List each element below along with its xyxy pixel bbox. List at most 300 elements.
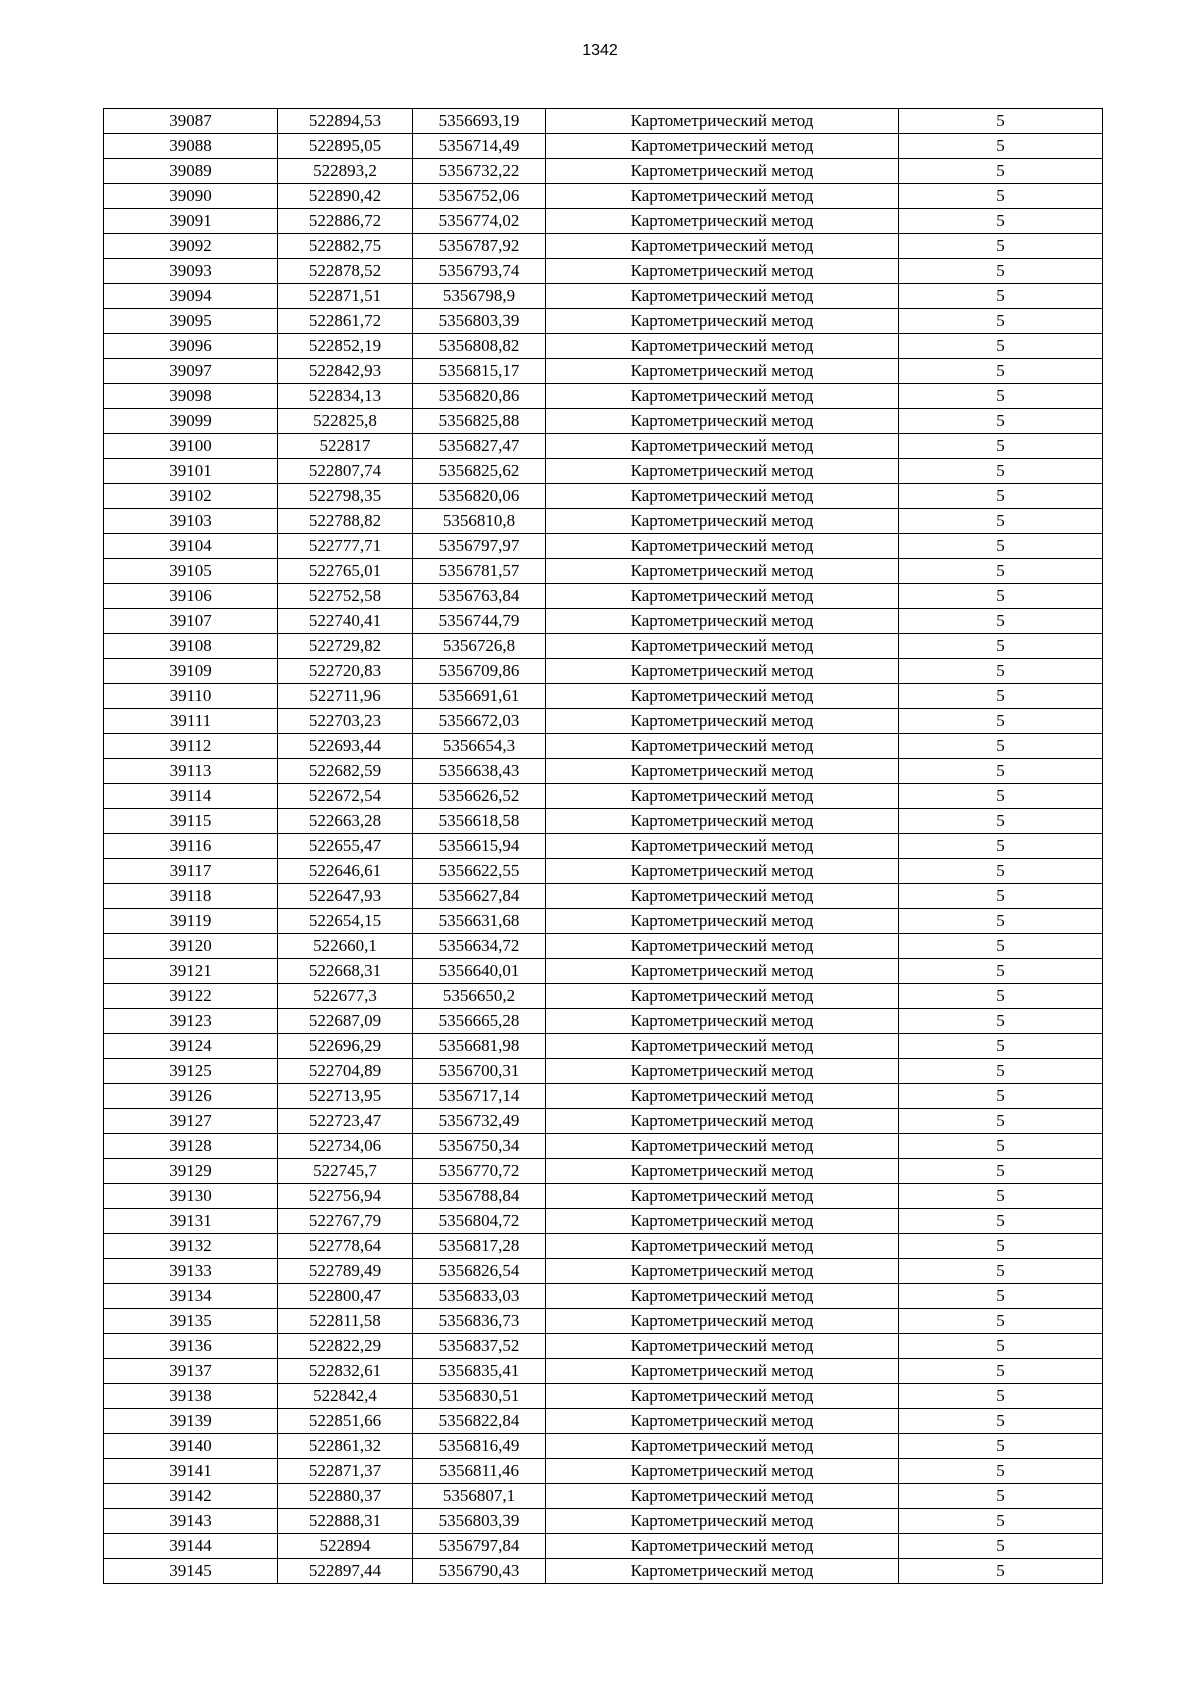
- accuracy-cell: 5: [899, 534, 1103, 559]
- table-row: [104, 284, 1103, 309]
- x-coordinate-cell: 522711,96: [278, 684, 413, 709]
- method-cell: Картометрический метод: [546, 1034, 899, 1059]
- table-row: [104, 1184, 1103, 1209]
- y-coordinate-cell: 5356825,62: [413, 459, 546, 484]
- y-coordinate-cell: 5356797,84: [413, 1534, 546, 1559]
- x-coordinate-cell: 522720,83: [278, 659, 413, 684]
- accuracy-cell: 5: [899, 1434, 1103, 1459]
- accuracy-cell: 5: [899, 459, 1103, 484]
- x-coordinate-cell: 522842,93: [278, 359, 413, 384]
- point-number-cell: 39097: [104, 359, 278, 384]
- y-coordinate-cell: 5356774,02: [413, 209, 546, 234]
- table-row: [104, 609, 1103, 634]
- y-coordinate-cell: 5356830,51: [413, 1384, 546, 1409]
- method-cell: Картометрический метод: [546, 659, 899, 684]
- point-number-cell: 39116: [104, 834, 278, 859]
- point-number-cell: 39093: [104, 259, 278, 284]
- point-number-cell: 39114: [104, 784, 278, 809]
- x-coordinate-cell: 522693,44: [278, 734, 413, 759]
- y-coordinate-cell: 5356817,28: [413, 1234, 546, 1259]
- y-coordinate-cell: 5356837,52: [413, 1334, 546, 1359]
- point-number-cell: 39143: [104, 1509, 278, 1534]
- accuracy-cell: 5: [899, 1059, 1103, 1084]
- y-coordinate-cell: 5356714,49: [413, 134, 546, 159]
- x-coordinate-cell: 522677,3: [278, 984, 413, 1009]
- method-cell: Картометрический метод: [546, 959, 899, 984]
- method-cell: Картометрический метод: [546, 709, 899, 734]
- method-cell: Картометрический метод: [546, 509, 899, 534]
- point-number-cell: 39098: [104, 384, 278, 409]
- table-row: [104, 1459, 1103, 1484]
- point-number-cell: 39110: [104, 684, 278, 709]
- accuracy-cell: 5: [899, 609, 1103, 634]
- point-number-cell: 39109: [104, 659, 278, 684]
- y-coordinate-cell: 5356615,94: [413, 834, 546, 859]
- method-cell: Картометрический метод: [546, 309, 899, 334]
- y-coordinate-cell: 5356803,39: [413, 1509, 546, 1534]
- y-coordinate-cell: 5356752,06: [413, 184, 546, 209]
- table-row: [104, 909, 1103, 934]
- point-number-cell: 39122: [104, 984, 278, 1009]
- table-row: [104, 959, 1103, 984]
- accuracy-cell: 5: [899, 184, 1103, 209]
- table-row: [104, 809, 1103, 834]
- accuracy-cell: 5: [899, 1359, 1103, 1384]
- table-row: [104, 409, 1103, 434]
- method-cell: Картометрический метод: [546, 1534, 899, 1559]
- point-number-cell: 39106: [104, 584, 278, 609]
- x-coordinate-cell: 522894,53: [278, 109, 413, 134]
- point-number-cell: 39141: [104, 1459, 278, 1484]
- accuracy-cell: 5: [899, 859, 1103, 884]
- accuracy-cell: 5: [899, 1534, 1103, 1559]
- x-coordinate-cell: 522832,61: [278, 1359, 413, 1384]
- method-cell: Картометрический метод: [546, 484, 899, 509]
- table-row: [104, 1484, 1103, 1509]
- point-number-cell: 39112: [104, 734, 278, 759]
- accuracy-cell: 5: [899, 559, 1103, 584]
- y-coordinate-cell: 5356808,82: [413, 334, 546, 359]
- accuracy-cell: 5: [899, 359, 1103, 384]
- point-number-cell: 39099: [104, 409, 278, 434]
- x-coordinate-cell: 522842,4: [278, 1384, 413, 1409]
- point-number-cell: 39087: [104, 109, 278, 134]
- point-number-cell: 39132: [104, 1234, 278, 1259]
- accuracy-cell: 5: [899, 234, 1103, 259]
- accuracy-cell: 5: [899, 1184, 1103, 1209]
- x-coordinate-cell: 522729,82: [278, 634, 413, 659]
- point-number-cell: 39092: [104, 234, 278, 259]
- y-coordinate-cell: 5356826,54: [413, 1259, 546, 1284]
- y-coordinate-cell: 5356815,17: [413, 359, 546, 384]
- method-cell: Картометрический метод: [546, 634, 899, 659]
- table-row: [104, 584, 1103, 609]
- x-coordinate-cell: 522861,32: [278, 1434, 413, 1459]
- point-number-cell: 39101: [104, 459, 278, 484]
- coordinates-table: [103, 108, 1103, 1584]
- method-cell: Картометрический метод: [546, 1509, 899, 1534]
- method-cell: Картометрический метод: [546, 784, 899, 809]
- x-coordinate-cell: 522861,72: [278, 309, 413, 334]
- x-coordinate-cell: 522897,44: [278, 1559, 413, 1584]
- x-coordinate-cell: 522752,58: [278, 584, 413, 609]
- table-row: [104, 334, 1103, 359]
- y-coordinate-cell: 5356807,1: [413, 1484, 546, 1509]
- method-cell: Картометрический метод: [546, 259, 899, 284]
- x-coordinate-cell: 522825,8: [278, 409, 413, 434]
- x-coordinate-cell: 522890,42: [278, 184, 413, 209]
- y-coordinate-cell: 5356672,03: [413, 709, 546, 734]
- method-cell: Картометрический метод: [546, 1334, 899, 1359]
- table-row: [104, 1409, 1103, 1434]
- y-coordinate-cell: 5356770,72: [413, 1159, 546, 1184]
- point-number-cell: 39142: [104, 1484, 278, 1509]
- accuracy-cell: 5: [899, 984, 1103, 1009]
- method-cell: Картометрический метод: [546, 1159, 899, 1184]
- method-cell: Картометрический метод: [546, 1459, 899, 1484]
- method-cell: Картометрический метод: [546, 234, 899, 259]
- method-cell: Картометрический метод: [546, 134, 899, 159]
- accuracy-cell: 5: [899, 1384, 1103, 1409]
- table-row: [104, 1534, 1103, 1559]
- table-row: [104, 1334, 1103, 1359]
- x-coordinate-cell: 522765,01: [278, 559, 413, 584]
- method-cell: Картометрический метод: [546, 1559, 899, 1584]
- method-cell: Картометрический метод: [546, 684, 899, 709]
- method-cell: Картометрический метод: [546, 1059, 899, 1084]
- table-row: [104, 884, 1103, 909]
- x-coordinate-cell: 522807,74: [278, 459, 413, 484]
- table-row: [104, 734, 1103, 759]
- method-cell: Картометрический метод: [546, 384, 899, 409]
- accuracy-cell: 5: [899, 1459, 1103, 1484]
- accuracy-cell: 5: [899, 734, 1103, 759]
- method-cell: Картометрический метод: [546, 1184, 899, 1209]
- x-coordinate-cell: 522655,47: [278, 834, 413, 859]
- accuracy-cell: 5: [899, 909, 1103, 934]
- point-number-cell: 39103: [104, 509, 278, 534]
- method-cell: Картометрический метод: [546, 434, 899, 459]
- page-number: 1342: [582, 42, 618, 59]
- y-coordinate-cell: 5356763,84: [413, 584, 546, 609]
- point-number-cell: 39121: [104, 959, 278, 984]
- table-row: [104, 309, 1103, 334]
- y-coordinate-cell: 5356626,52: [413, 784, 546, 809]
- y-coordinate-cell: 5356798,9: [413, 284, 546, 309]
- table-row: [104, 634, 1103, 659]
- accuracy-cell: 5: [899, 1109, 1103, 1134]
- accuracy-cell: 5: [899, 1284, 1103, 1309]
- point-number-cell: 39102: [104, 484, 278, 509]
- point-number-cell: 39095: [104, 309, 278, 334]
- table-row: [104, 834, 1103, 859]
- x-coordinate-cell: 522696,29: [278, 1034, 413, 1059]
- table-row: [104, 459, 1103, 484]
- y-coordinate-cell: 5356700,31: [413, 1059, 546, 1084]
- table-row: [104, 259, 1103, 284]
- x-coordinate-cell: 522798,35: [278, 484, 413, 509]
- x-coordinate-cell: 522817: [278, 434, 413, 459]
- y-coordinate-cell: 5356804,72: [413, 1209, 546, 1234]
- method-cell: Картометрический метод: [546, 984, 899, 1009]
- table-row: [104, 134, 1103, 159]
- y-coordinate-cell: 5356787,92: [413, 234, 546, 259]
- y-coordinate-cell: 5356732,22: [413, 159, 546, 184]
- point-number-cell: 39094: [104, 284, 278, 309]
- point-number-cell: 39119: [104, 909, 278, 934]
- x-coordinate-cell: 522789,49: [278, 1259, 413, 1284]
- y-coordinate-cell: 5356631,68: [413, 909, 546, 934]
- x-coordinate-cell: 522723,47: [278, 1109, 413, 1134]
- method-cell: Картометрический метод: [546, 934, 899, 959]
- y-coordinate-cell: 5356654,3: [413, 734, 546, 759]
- x-coordinate-cell: 522734,06: [278, 1134, 413, 1159]
- point-number-cell: 39138: [104, 1384, 278, 1409]
- point-number-cell: 39126: [104, 1084, 278, 1109]
- table-row: [104, 1259, 1103, 1284]
- accuracy-cell: 5: [899, 1084, 1103, 1109]
- point-number-cell: 39123: [104, 1009, 278, 1034]
- method-cell: Картометрический метод: [546, 284, 899, 309]
- point-number-cell: 39089: [104, 159, 278, 184]
- y-coordinate-cell: 5356717,14: [413, 1084, 546, 1109]
- method-cell: Картометрический метод: [546, 459, 899, 484]
- table-row: [104, 1434, 1103, 1459]
- y-coordinate-cell: 5356640,01: [413, 959, 546, 984]
- y-coordinate-cell: 5356726,8: [413, 634, 546, 659]
- table-row: [104, 534, 1103, 559]
- point-number-cell: 39108: [104, 634, 278, 659]
- x-coordinate-cell: 522663,28: [278, 809, 413, 834]
- accuracy-cell: 5: [899, 1209, 1103, 1234]
- accuracy-cell: 5: [899, 384, 1103, 409]
- method-cell: Картометрический метод: [546, 1084, 899, 1109]
- point-number-cell: 39145: [104, 1559, 278, 1584]
- method-cell: Картометрический метод: [546, 1309, 899, 1334]
- method-cell: Картометрический метод: [546, 1484, 899, 1509]
- x-coordinate-cell: 522745,7: [278, 1159, 413, 1184]
- x-coordinate-cell: 522660,1: [278, 934, 413, 959]
- x-coordinate-cell: 522654,15: [278, 909, 413, 934]
- point-number-cell: 39124: [104, 1034, 278, 1059]
- table-row: [104, 384, 1103, 409]
- x-coordinate-cell: 522687,09: [278, 1009, 413, 1034]
- method-cell: Картометрический метод: [546, 859, 899, 884]
- accuracy-cell: 5: [899, 1234, 1103, 1259]
- x-coordinate-cell: 522778,64: [278, 1234, 413, 1259]
- y-coordinate-cell: 5356793,74: [413, 259, 546, 284]
- accuracy-cell: 5: [899, 1034, 1103, 1059]
- x-coordinate-cell: 522703,23: [278, 709, 413, 734]
- method-cell: Картометрический метод: [546, 1384, 899, 1409]
- point-number-cell: 39118: [104, 884, 278, 909]
- method-cell: Картометрический метод: [546, 809, 899, 834]
- accuracy-cell: 5: [899, 284, 1103, 309]
- method-cell: Картометрический метод: [546, 1359, 899, 1384]
- y-coordinate-cell: 5356835,41: [413, 1359, 546, 1384]
- method-cell: Картометрический метод: [546, 359, 899, 384]
- point-number-cell: 39137: [104, 1359, 278, 1384]
- table-row: [104, 1284, 1103, 1309]
- point-number-cell: 39120: [104, 934, 278, 959]
- point-number-cell: 39127: [104, 1109, 278, 1134]
- point-number-cell: 39136: [104, 1334, 278, 1359]
- accuracy-cell: 5: [899, 109, 1103, 134]
- x-coordinate-cell: 522880,37: [278, 1484, 413, 1509]
- y-coordinate-cell: 5356810,8: [413, 509, 546, 534]
- accuracy-cell: 5: [899, 1509, 1103, 1534]
- table-row: [104, 1309, 1103, 1334]
- x-coordinate-cell: 522672,54: [278, 784, 413, 809]
- method-cell: Картометрический метод: [546, 1009, 899, 1034]
- accuracy-cell: 5: [899, 1559, 1103, 1584]
- y-coordinate-cell: 5356693,19: [413, 109, 546, 134]
- table-row: [104, 1359, 1103, 1384]
- y-coordinate-cell: 5356622,55: [413, 859, 546, 884]
- method-cell: Картометрический метод: [546, 584, 899, 609]
- accuracy-cell: 5: [899, 309, 1103, 334]
- table-row: [104, 1384, 1103, 1409]
- x-coordinate-cell: 522788,82: [278, 509, 413, 534]
- x-coordinate-cell: 522800,47: [278, 1284, 413, 1309]
- method-cell: Картометрический метод: [546, 1259, 899, 1284]
- point-number-cell: 39100: [104, 434, 278, 459]
- y-coordinate-cell: 5356709,86: [413, 659, 546, 684]
- method-cell: Картометрический метод: [546, 759, 899, 784]
- y-coordinate-cell: 5356627,84: [413, 884, 546, 909]
- y-coordinate-cell: 5356638,43: [413, 759, 546, 784]
- accuracy-cell: 5: [899, 134, 1103, 159]
- coordinates-table-body: [104, 109, 1103, 1584]
- table-row: [104, 1134, 1103, 1159]
- method-cell: Картометрический метод: [546, 1434, 899, 1459]
- accuracy-cell: 5: [899, 1334, 1103, 1359]
- x-coordinate-cell: 522777,71: [278, 534, 413, 559]
- y-coordinate-cell: 5356816,49: [413, 1434, 546, 1459]
- table-row: [104, 659, 1103, 684]
- accuracy-cell: 5: [899, 1009, 1103, 1034]
- y-coordinate-cell: 5356650,2: [413, 984, 546, 1009]
- table-row: [104, 684, 1103, 709]
- y-coordinate-cell: 5356811,46: [413, 1459, 546, 1484]
- x-coordinate-cell: 522893,2: [278, 159, 413, 184]
- point-number-cell: 39113: [104, 759, 278, 784]
- point-number-cell: 39105: [104, 559, 278, 584]
- point-number-cell: 39096: [104, 334, 278, 359]
- table-row: [104, 484, 1103, 509]
- x-coordinate-cell: 522878,52: [278, 259, 413, 284]
- x-coordinate-cell: 522713,95: [278, 1084, 413, 1109]
- table-row: [104, 109, 1103, 134]
- x-coordinate-cell: 522822,29: [278, 1334, 413, 1359]
- x-coordinate-cell: 522647,93: [278, 884, 413, 909]
- accuracy-cell: 5: [899, 784, 1103, 809]
- table-row: [104, 1559, 1103, 1584]
- accuracy-cell: 5: [899, 1259, 1103, 1284]
- accuracy-cell: 5: [899, 434, 1103, 459]
- table-row: [104, 159, 1103, 184]
- point-number-cell: 39140: [104, 1434, 278, 1459]
- accuracy-cell: 5: [899, 684, 1103, 709]
- x-coordinate-cell: 522767,79: [278, 1209, 413, 1234]
- x-coordinate-cell: 522852,19: [278, 334, 413, 359]
- accuracy-cell: 5: [899, 834, 1103, 859]
- table-row: [104, 784, 1103, 809]
- x-coordinate-cell: 522882,75: [278, 234, 413, 259]
- point-number-cell: 39129: [104, 1159, 278, 1184]
- accuracy-cell: 5: [899, 1409, 1103, 1434]
- table-row: [104, 1109, 1103, 1134]
- accuracy-cell: 5: [899, 759, 1103, 784]
- method-cell: Картометрический метод: [546, 409, 899, 434]
- point-number-cell: 39088: [104, 134, 278, 159]
- y-coordinate-cell: 5356788,84: [413, 1184, 546, 1209]
- point-number-cell: 39091: [104, 209, 278, 234]
- y-coordinate-cell: 5356797,97: [413, 534, 546, 559]
- accuracy-cell: 5: [899, 709, 1103, 734]
- table-row: [104, 1034, 1103, 1059]
- x-coordinate-cell: 522834,13: [278, 384, 413, 409]
- point-number-cell: 39128: [104, 1134, 278, 1159]
- x-coordinate-cell: 522668,31: [278, 959, 413, 984]
- x-coordinate-cell: 522682,59: [278, 759, 413, 784]
- y-coordinate-cell: 5356833,03: [413, 1284, 546, 1309]
- accuracy-cell: 5: [899, 259, 1103, 284]
- point-number-cell: 39133: [104, 1259, 278, 1284]
- method-cell: Картометрический метод: [546, 884, 899, 909]
- y-coordinate-cell: 5356836,73: [413, 1309, 546, 1334]
- accuracy-cell: 5: [899, 809, 1103, 834]
- y-coordinate-cell: 5356822,84: [413, 1409, 546, 1434]
- point-number-cell: 39139: [104, 1409, 278, 1434]
- y-coordinate-cell: 5356634,72: [413, 934, 546, 959]
- point-number-cell: 39107: [104, 609, 278, 634]
- y-coordinate-cell: 5356827,47: [413, 434, 546, 459]
- point-number-cell: 39135: [104, 1309, 278, 1334]
- accuracy-cell: 5: [899, 159, 1103, 184]
- accuracy-cell: 5: [899, 209, 1103, 234]
- method-cell: Картометрический метод: [546, 334, 899, 359]
- y-coordinate-cell: 5356781,57: [413, 559, 546, 584]
- method-cell: Картометрический метод: [546, 209, 899, 234]
- method-cell: Картометрический метод: [546, 734, 899, 759]
- x-coordinate-cell: 522756,94: [278, 1184, 413, 1209]
- point-number-cell: 39134: [104, 1284, 278, 1309]
- method-cell: Картометрический метод: [546, 559, 899, 584]
- accuracy-cell: 5: [899, 409, 1103, 434]
- accuracy-cell: 5: [899, 1134, 1103, 1159]
- y-coordinate-cell: 5356803,39: [413, 309, 546, 334]
- accuracy-cell: 5: [899, 1159, 1103, 1184]
- table-row: [104, 1059, 1103, 1084]
- method-cell: Картометрический метод: [546, 1409, 899, 1434]
- method-cell: Картометрический метод: [546, 1109, 899, 1134]
- table-row: [104, 984, 1103, 1009]
- accuracy-cell: 5: [899, 1484, 1103, 1509]
- table-row: [104, 859, 1103, 884]
- y-coordinate-cell: 5356681,98: [413, 1034, 546, 1059]
- x-coordinate-cell: 522895,05: [278, 134, 413, 159]
- table-row: [104, 1509, 1103, 1534]
- table-row: [104, 509, 1103, 534]
- y-coordinate-cell: 5356825,88: [413, 409, 546, 434]
- x-coordinate-cell: 522871,51: [278, 284, 413, 309]
- point-number-cell: 39144: [104, 1534, 278, 1559]
- accuracy-cell: 5: [899, 884, 1103, 909]
- table-row: [104, 234, 1103, 259]
- y-coordinate-cell: 5356618,58: [413, 809, 546, 834]
- method-cell: Картометрический метод: [546, 609, 899, 634]
